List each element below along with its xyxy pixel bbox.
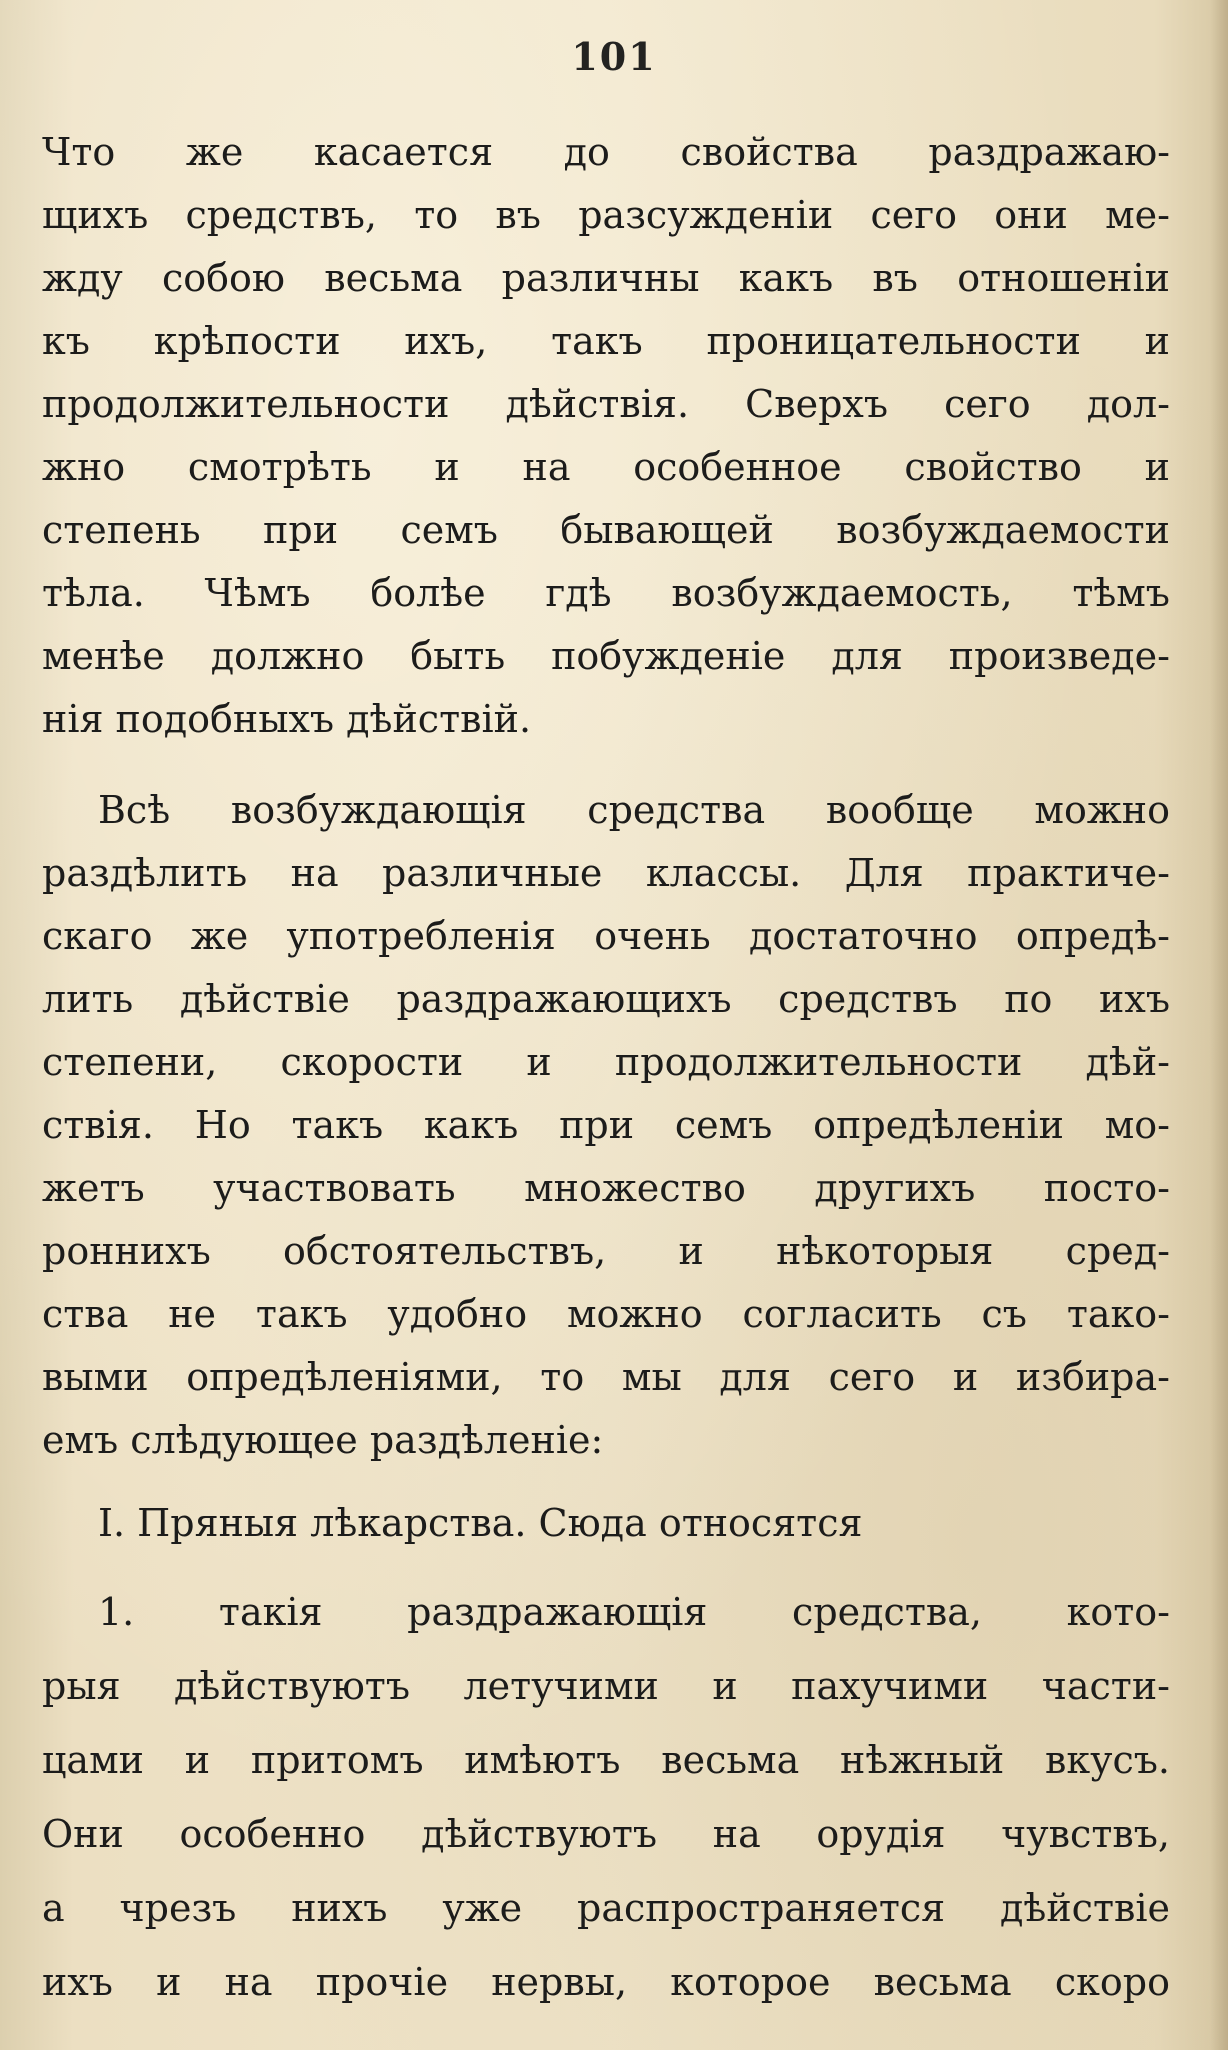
text-line: Что же касается до свойства раздражаю- — [42, 130, 1170, 174]
text-line: Всѣ возбуждающiя средства вообще можно — [98, 788, 1170, 832]
text-line: ствiя. Но такъ какъ при семъ опредѣленiи мо- — [42, 1103, 1170, 1147]
text-line: роннихъ обстоятельствъ, и нѣкоторыя сред- — [42, 1229, 1170, 1273]
text-line: жетъ участвовать множество другихъ посто- — [42, 1166, 1170, 1210]
text-line: менѣе должно быть побужденiе для произведе- — [42, 634, 1170, 678]
section-heading: I. Пряныя лѣкарства. Сюда относятся — [98, 1501, 863, 1545]
text-line: степени, скорости и продолжительности дѣй- — [42, 1040, 1170, 1084]
text-line: выми опредѣленiями, то мы для сего и избира- — [42, 1355, 1170, 1399]
text-line: ства не такъ удобно можно согласить съ тако- — [42, 1292, 1170, 1336]
text-line: раздѣлить на различные классы. Для практиче- — [42, 851, 1170, 895]
text-line: емъ слѣдующее раздѣленiе: — [42, 1418, 604, 1462]
text-line: скаго же употребленiя очень достаточно опредѣ- — [42, 914, 1170, 958]
text-line: цами и притомъ имѣютъ весьма нѣжный вкусъ. — [42, 1738, 1170, 1782]
text-line: щихъ средствъ, то въ разсужденiи сего они ме- — [42, 193, 1170, 237]
text-line: ихъ и на прочiе нервы, которое весьма скоро — [42, 1960, 1170, 2004]
text-line: жду собою весьма различны какъ въ отношенiи — [42, 256, 1170, 300]
text-line: тѣла. Чѣмъ болѣе гдѣ возбуждаемость, тѣмъ — [42, 571, 1170, 615]
text-line: степень при семъ бывающей возбуждаемости — [42, 508, 1170, 552]
text-line: лить дѣйствiе раздражающихъ средствъ по ихъ — [42, 977, 1170, 1021]
text-line: Они особенно дѣйствуютъ на орудiя чувствъ, — [42, 1812, 1170, 1856]
text-line: нiя подобныхъ дѣйствiй. — [42, 697, 532, 741]
page-number: 101 — [571, 34, 657, 79]
text-line: къ крѣпости ихъ, такъ проницательности и — [42, 319, 1170, 363]
text-line: рыя дѣйствуютъ летучими и пахучими части- — [42, 1664, 1170, 1708]
text-line: жно смотрѣть и на особенное свойство и — [42, 445, 1170, 489]
text-line: продолжительности дѣйствiя. Сверхъ сего дол- — [42, 382, 1170, 426]
page-edge-shadow — [1210, 0, 1228, 2050]
text-line: 1. такiя раздражающiя средства, кото- — [98, 1590, 1170, 1634]
text-line: а чрезъ нихъ уже распространяется дѣйствiе — [42, 1886, 1170, 1930]
